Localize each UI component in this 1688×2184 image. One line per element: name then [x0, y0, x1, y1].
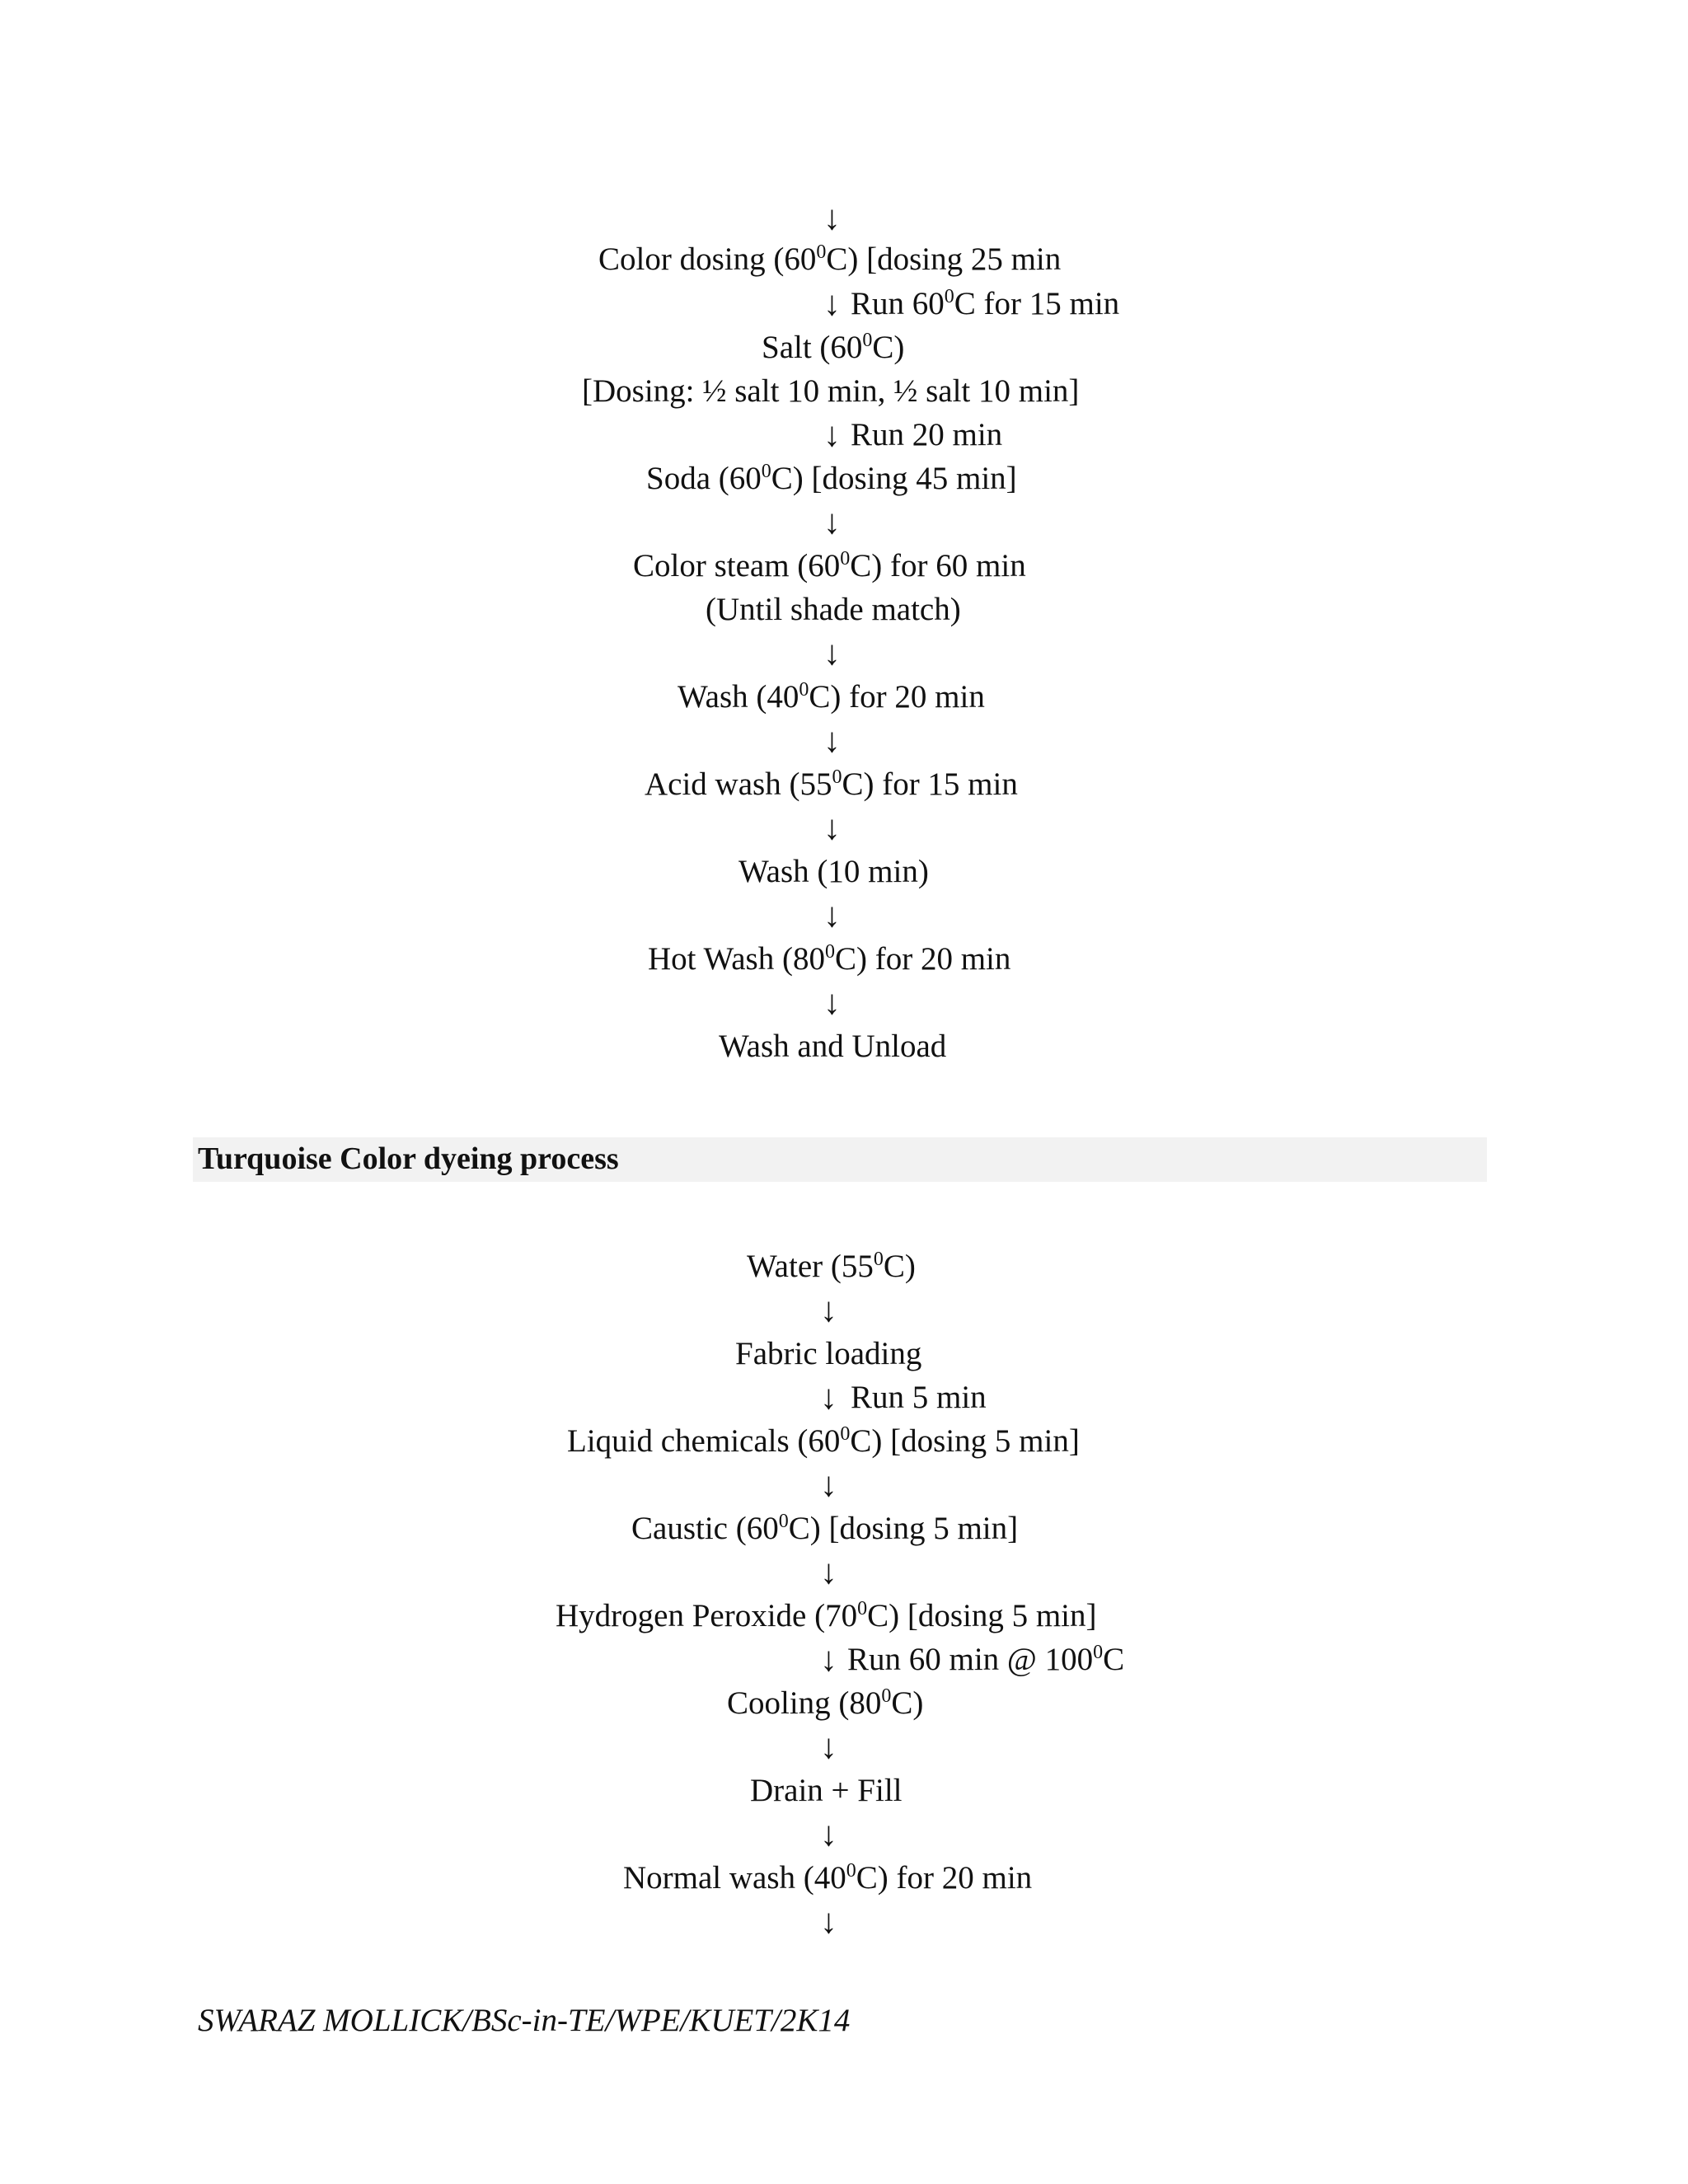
step-run-20: Run 20 min [851, 417, 1003, 452]
flow-arrow: ↓ [820, 1554, 837, 1591]
step-salt: Salt $(60^0C)$ [762, 330, 905, 365]
flow-arrow: ↓ [820, 1816, 837, 1854]
section-heading-bar [193, 1137, 1487, 1182]
flow-arrow: ↓ [823, 984, 841, 1022]
step-run-60-100: Run 60 min @ $100^0C$ [847, 1642, 1125, 1677]
step-wash-10: Wash (10 min) [738, 854, 929, 889]
step-cooling: Cooling $(80^0C)$ [727, 1685, 924, 1721]
step-soda: Soda $(60^0C)$ [dosing 45 min] [646, 461, 1017, 496]
step-wash-40: Wash $(40^0C)$ for 20 min [678, 679, 985, 715]
step-run-60-15: Run $60^0C$ for 15 min [851, 286, 1120, 321]
step-fabric-loading: Fabric loading [735, 1336, 922, 1371]
step-wash-unload: Wash and Unload [719, 1029, 947, 1064]
flow-arrow: ↓ [820, 1379, 837, 1417]
flow-arrow: ↓ [820, 1903, 837, 1941]
flow-arrow: ↓ [820, 1641, 837, 1679]
section-heading: Turquoise Color dyeing process [198, 1141, 619, 1176]
flow-arrow: ↓ [823, 504, 841, 541]
flow-arrow: ↓ [823, 635, 841, 673]
step-hydrogen-peroxide: Hydrogen Peroxide $(70^0C)$ [dosing 5 min] [556, 1598, 1097, 1633]
flow-arrow: ↓ [823, 285, 841, 323]
step-liquid-chemicals: Liquid chemicals $(60^0C)$ [dosing 5 min] [567, 1423, 1080, 1459]
step-run-5: Run 5 min [851, 1380, 987, 1415]
flow-arrow: ↓ [820, 1466, 837, 1504]
step-color-dosing: Color dosing $(60^0C)$ [dosing 25 min [598, 241, 1062, 277]
flow-arrow: ↓ [823, 722, 841, 760]
step-caustic: Caustic $(60^0C)$ [dosing 5 min] [631, 1511, 1019, 1546]
step-salt-dosing: [Dosing: ½ salt 10 min, ½ salt 10 min] [582, 373, 1080, 409]
step-drain-fill: Drain + Fill [750, 1773, 903, 1808]
step-hot-wash: Hot Wash $(80^0C)$ for 20 min [648, 941, 1011, 977]
flow-arrow: ↓ [823, 809, 841, 847]
step-until-shade: (Until shade match) [706, 592, 961, 627]
flow-arrow: ↓ [820, 1728, 837, 1766]
step-color-steam: Color steam $(60^0C)$ for 60 min [633, 548, 1026, 583]
flow-arrow: ↓ [820, 1291, 837, 1329]
flow-arrow: ↓ [823, 199, 841, 237]
flow-arrow: ↓ [823, 897, 841, 935]
flow-arrow: ↓ [823, 416, 841, 454]
step-normal-wash: Normal wash $(40^0C)$ for 20 min [623, 1860, 1033, 1896]
page-footer: SWARAZ MOLLICK/BSc-in-TE/WPE/KUET/2K14 [198, 2003, 851, 2038]
step-acid-wash: Acid wash $(55^0C)$ for 15 min [645, 766, 1018, 802]
step-water: Water $(55^0C)$ [747, 1249, 916, 1284]
